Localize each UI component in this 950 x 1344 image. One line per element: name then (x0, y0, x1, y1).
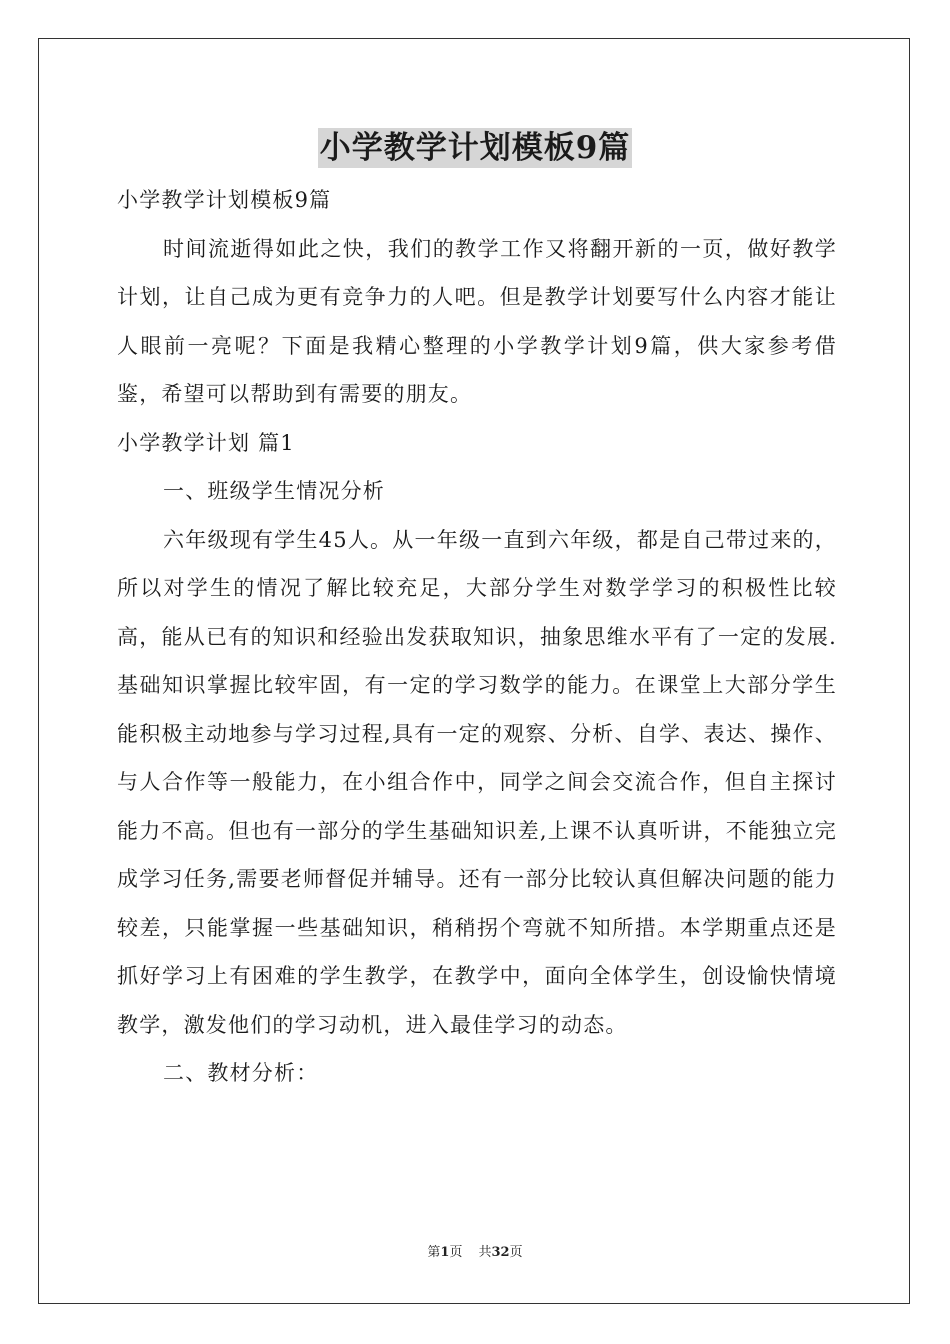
page-current: 1 (440, 1245, 450, 1260)
paragraph: 小学教学计划 篇1 (117, 430, 295, 455)
title-container (0, 128, 950, 168)
page-footer (0, 1244, 950, 1262)
page-suffix: 页 (449, 1245, 463, 1260)
document-body (117, 176, 837, 1098)
page-total: 32 (491, 1245, 510, 1260)
page-prefix: 第 (427, 1245, 441, 1260)
total-prefix: 共 (478, 1245, 492, 1260)
paragraph: 六年级现有学生45人。从一年级一直到六年级，都是自己带过来的，所以对学生的情况了解比较充足，大部分学生对数学学习的积极性比较高，能从已有的知识和经验出发获取知识，抽象思维水平有了一定的发展. 基础知识掌握比较牢固，有一定的学习数学的能力。在课堂上大部分学生能积极主动地参与学习过程,具有一定的观察、分析、自学、表达、操作、与人合作等一般能力，在小组合作中，同学之间会交流合作，但自主探讨能力不高。但也有一部分的学生基础知识差,上课不认真听讲，不能独立完成学习任务,需要老师督促并辅导。还有一部分比较认真但解决问题的能力较差，只能掌握一些基础知识，稍稍拐个弯就不知所措。本学期重点还是抓好学习上有困难的学生教学，在教学中，面向全体学生，创设愉快情境教学，激发他们的学习动机，进入最佳学习的动态。 (117, 527, 837, 1037)
paragraph: 时间流逝得如此之快，我们的教学工作又将翻开新的一页，做好教学计划，让自己成为更有竞争力的人吧。但是教学计划要写什么内容才能让人眼前一亮呢？下面是我精心整理的小学教学计划9篇，供大家参考借鉴，希望可以帮助到有需要的朋友。 (117, 236, 837, 406)
total-suffix: 页 (509, 1245, 523, 1260)
document-title: 小学教学计划模板9篇 (319, 130, 631, 166)
paragraph: 小学教学计划模板9篇 (117, 188, 332, 212)
paragraph: 二、教材分析： (163, 1061, 319, 1085)
paragraph: 一、班级学生情况分析 (163, 479, 385, 503)
